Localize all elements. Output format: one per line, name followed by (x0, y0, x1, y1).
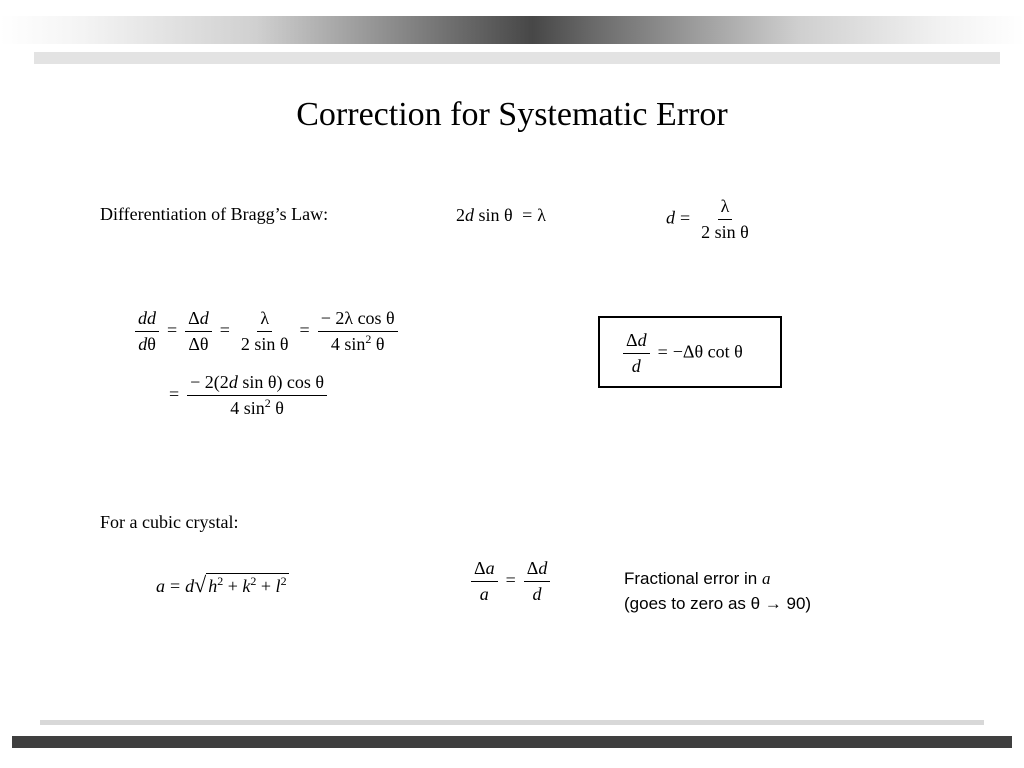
boxed-result-equation: $\frac{\Delta d}{d}$ = −Δθ cot θ (620, 330, 743, 377)
derivative-chain-equation: $\frac{dd}{d\theta}$ = $\frac{\Delta d}{\Delta\theta}$ = $\frac{\lambda}{\text{2 sin θ}}$ = $\frac{\text{− 2λ cos θ}}{4 \sin^2 \theta}$ (132, 308, 401, 355)
fractional-error-text: Fractional error in (624, 569, 762, 588)
fractional-error-variable: a (761, 569, 771, 588)
cubic-lattice-equation: a = d√ $h^2 + k^2 + l^2$ (156, 572, 287, 597)
cubic-crystal-label: For a cubic crystal: (100, 512, 239, 532)
fractional-error-note (624, 566, 811, 616)
footer-rule (40, 720, 984, 725)
bragg-law-equation: 2d sin θ = λ (456, 205, 547, 225)
d-expression-equation: d = $\frac{\lambda}{\text{2 sin θ}}$ (666, 196, 749, 242)
bragg-differentiation-label: Differentiation of Bragg’s Law: (100, 204, 329, 224)
derivative-substituted-equation: = $\frac{\text{− 2(2d sin θ) cos θ}}{4 \sin^2 \theta}$ (164, 372, 330, 419)
header-gradient-bar (0, 16, 1024, 44)
slide-title: Correction for Systematic Error (296, 96, 728, 133)
boxed-result (598, 316, 782, 388)
fractional-error-condition: (goes to zero as θ → 90) (624, 594, 812, 613)
header-rule (34, 52, 1000, 64)
fractional-relation-equation: $\frac{\Delta a}{a}$ = $\frac{\Delta d}{d}$ (468, 558, 553, 605)
footer-bar (12, 736, 1012, 748)
